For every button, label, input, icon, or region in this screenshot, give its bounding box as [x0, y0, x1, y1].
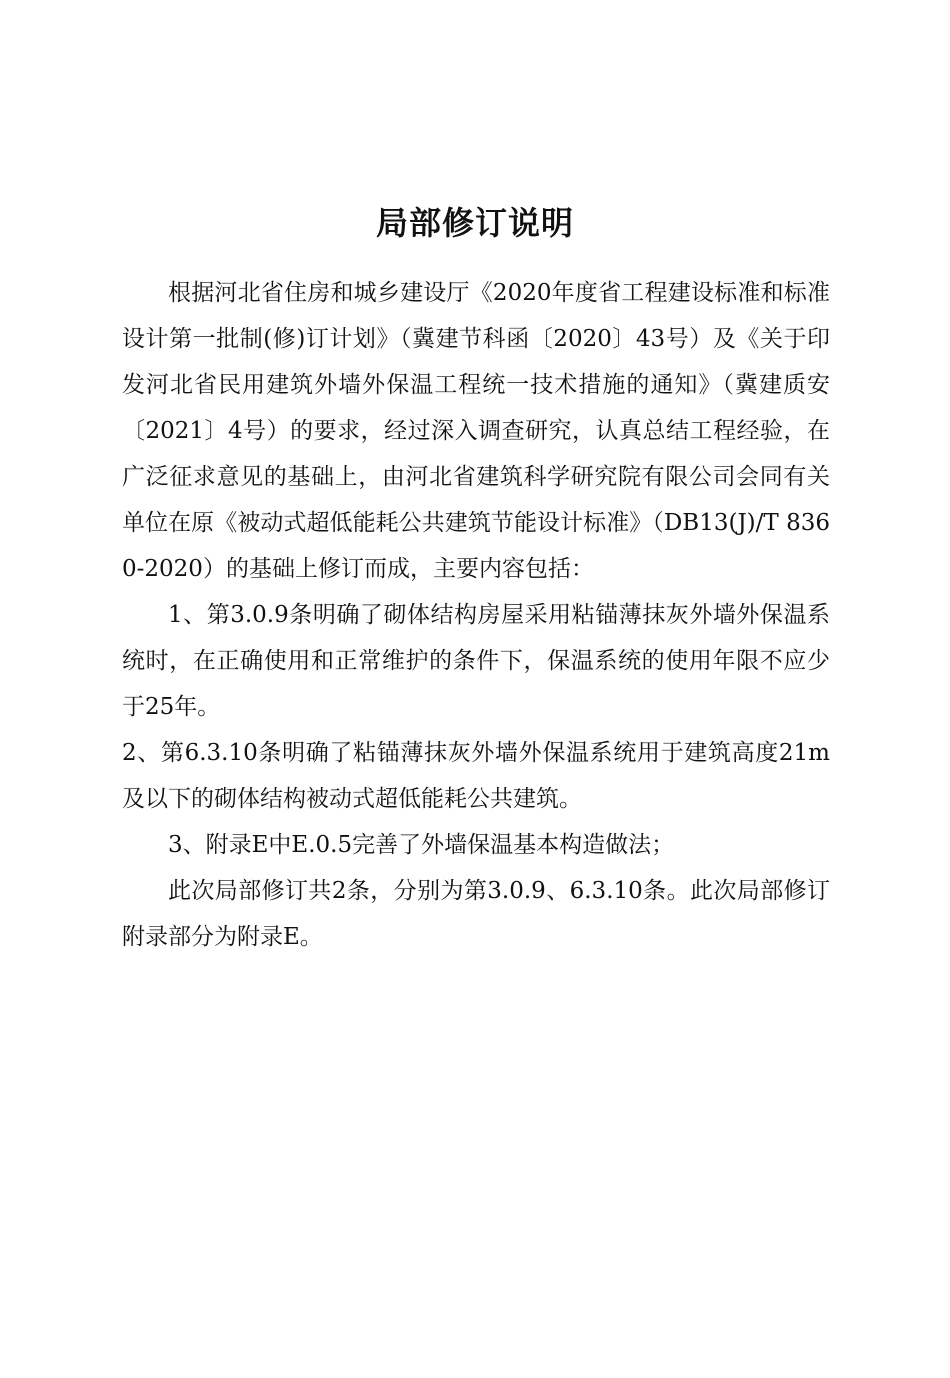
page-title: 局部修订说明 — [375, 204, 574, 243]
paragraph-intro: 根据河北省住房和城乡建设厅《2020年度省工程建设标准和标准设计第一批制(修)订计划》（冀建节科函〔2020〕43号）及《关于印发河北省民用建筑外墙外保温工程统一技术措施的通知》（冀建质安〔2021〕4号）的要求，经过深入调查研究，认真总结工程经验，在广泛征求意见的基础上，由河北省建筑科学研究院有限公司会同有关单位在原《被动式超低能耗公共建筑节能设计标准》（DB13(J)/T 8360-2020）的基础上修订而成，主要内容包括： — [122, 280, 830, 582]
paragraph-item-3: 3、附录E中E.0.5完善了外墙保温基本构造做法； — [168, 832, 675, 858]
paragraph-summary: 此次局部修订共2条，分别为第3.0.9、6.3.10条。此次局部修订附录部分为附录E。 — [122, 878, 830, 950]
paragraph-item-1: 1、第3.0.9条明确了砌体结构房屋采用粘锚薄抹灰外墙外保温系统时，在正确使用和正常维护的条件下，保温系统的使用年限不应少于25年。 — [122, 602, 830, 720]
paragraph-item-2: 2、第6.3.10条明确了粘锚薄抹灰外墙外保温系统用于建筑高度21m及以下的砌体结构被动式超低能耗公共建筑。 — [122, 740, 830, 812]
document-body — [122, 270, 830, 960]
